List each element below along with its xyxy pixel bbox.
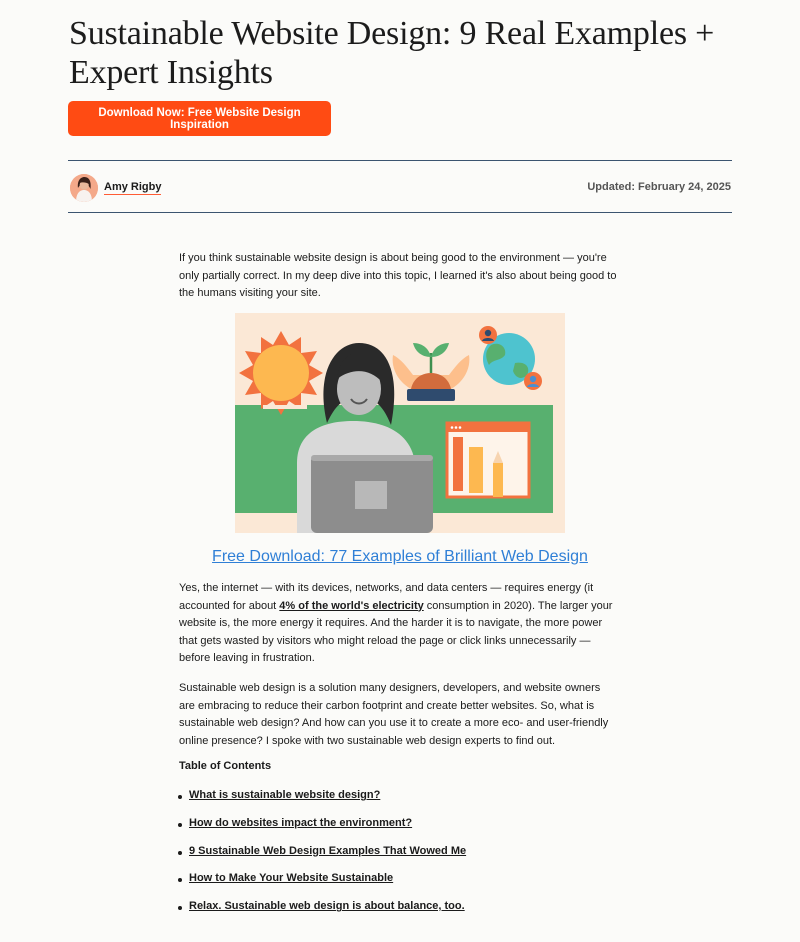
author-avatar[interactable] <box>70 174 98 202</box>
intro-text: If you think sustainable website design is about being good to the environment — you're only partially correct. In my deep dive into this topic, I learned it's also about being good to the humans visiting your site. <box>179 252 617 299</box>
header-divider-top <box>68 160 732 161</box>
energy-text-before: Yes, the internet — with its devices, networks, and data centers — requires energy (it accounted for about <box>179 582 594 612</box>
toc-link-what-is[interactable]: What is sustainable website design? <box>189 789 381 801</box>
electricity-stat-link[interactable]: 4% of the world's electricity <box>279 599 424 612</box>
hero-illustration <box>235 313 565 533</box>
energy-paragraph <box>179 580 619 668</box>
toc-link-impact[interactable]: How do websites impact the environment? <box>189 816 413 829</box>
bullet-icon <box>178 851 182 855</box>
table-of-contents <box>178 789 466 928</box>
toc-item <box>178 845 466 873</box>
energy-text-after: consumption in 2020). The larger your website is, the more energy it requires. And the harder it is to navigate, the more power that gets wasted by visitors who might reload the page or click links unnecessarily — before leaving in frustration. <box>179 599 613 664</box>
toc-link-examples[interactable]: 9 Sustainable Web Design Examples That Wowed Me <box>189 844 467 857</box>
toc-heading: Table of Contents <box>179 760 272 772</box>
author-byline <box>70 174 161 202</box>
bullet-icon <box>178 795 182 799</box>
bullet-icon <box>178 906 182 910</box>
toc-item <box>178 900 466 928</box>
solution-text: Sustainable web design is a solution many designers, developers, and website owners are embracing to reduce their carbon footprint and create better websites. So, what is sustainable web design? And how can you use it to create a more eco- and user-friendly online presence? I spoke with two sustainable web design experts to find out. <box>179 682 609 747</box>
toc-item <box>178 817 466 845</box>
author-name-link[interactable]: Amy Rigby <box>104 181 162 193</box>
toc-item <box>178 789 466 817</box>
toc-link-how-to[interactable]: How to Make Your Website Sustainable <box>189 872 394 885</box>
bullet-icon <box>178 878 182 882</box>
download-cta-button[interactable]: Download Now: Free Website Design Inspiration <box>68 101 331 136</box>
solution-paragraph <box>179 680 619 750</box>
intro-paragraph <box>179 250 619 303</box>
updated-date: Updated: February 24, 2025 <box>587 181 731 193</box>
toc-link-relax[interactable]: Relax. Sustainable web design is about balance, too. <box>189 900 465 913</box>
header-divider-bottom <box>68 212 732 213</box>
browser-window-graphic <box>447 423 529 497</box>
bullet-icon <box>178 823 182 827</box>
toc-item <box>178 872 466 900</box>
free-download-link[interactable]: Free Download: 77 Examples of Brilliant Web Design <box>212 548 588 565</box>
page-title: Sustainable Website Design: 9 Real Examples + Expert Insights <box>69 15 715 91</box>
